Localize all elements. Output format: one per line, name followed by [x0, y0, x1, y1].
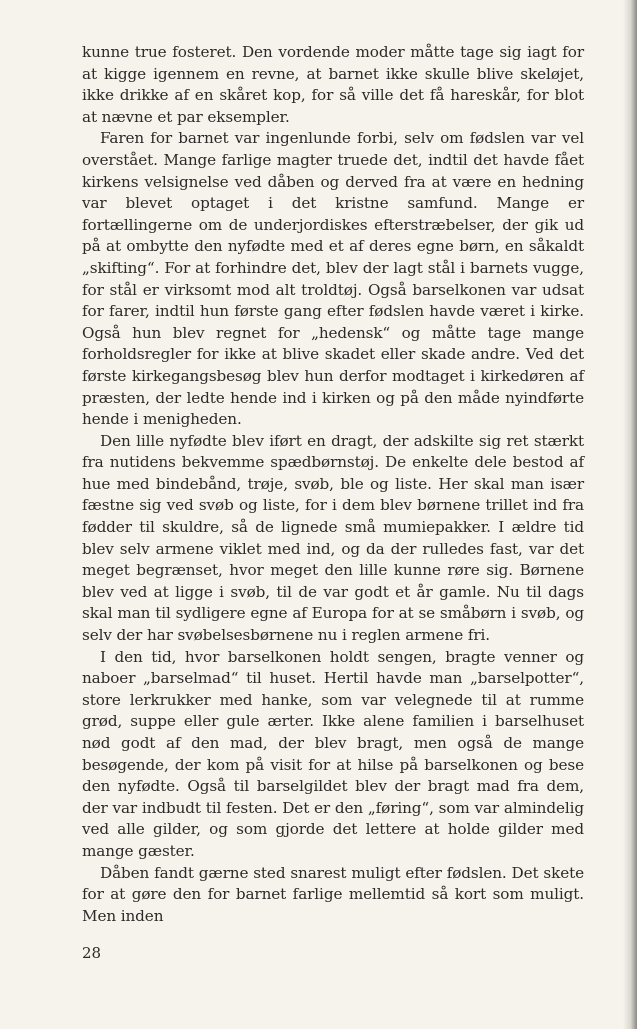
- body-text: [82, 42, 584, 927]
- page-number: 28: [82, 944, 102, 962]
- paragraph-2: Faren for barnet var ingenlunde forbi, selv om fødslen var vel overstået. Mange farlige magter truede det, indtil det havde fået kirkens velsignelse ved dåben og derved fra at være en hedning var blevet optaget i det kristne samfund. Mange er fortællingerne om de underjordiskes efterstræbelser, der gik ud på at ombytte den nyfødte med et af deres egne børn, en såkaldt „skifting“. For at forhindre det, blev der lagt stål i barnets vugge, for stål er virksomt mod alt troldtøj. Også barselkonen var udsat for farer, indtil hun første gang efter fødslen havde været i kirke. Også hun blev regnet for „hedensk“ og måtte tage mange forholdsregler for ikke at blive skadet eller skade andre. Ved det første kirkegangsbesøg blev hun derfor modtaget i kirkedøren af præsten, der ledte hende ind i kirken og på den måde nyindførte hende i menigheden.: [82, 129, 584, 429]
- paragraph-1: kunne true fosteret. Den vordende moder måtte tage sig iagt for at kigge igennem en revne, at barnet ikke skulle blive skeløjet, ikke drikke af en skåret kop, for så ville det få hareskår, for blot at nævne et par eksempler.: [82, 43, 584, 126]
- paragraph-5: Dåben fandt gærne sted snarest muligt efter fødslen. Det skete for at gøre den for barnet farlige mellemtid så kort som muligt. Men inden: [82, 863, 584, 925]
- page-edge-shadow: [623, 0, 637, 1029]
- paragraph-4: I den tid, hvor barselkonen holdt sengen, bragte venner og naboer „barselmad“ til huset. Hertil havde man „barselpotter“, store lerkrukker med hanke, som var velegnede til at rumme grød, suppe eller gule ærter. Ikke alene familien i barselhuset nød godt af den mad, der blev bragt, men også de mange besøgende, der kom på visit for at hilse på barselkonen og bese den nyfødte. Også til barselgildet blev der bragt mad fra dem, der var indbudt til festen. Det er den „føring“, som var almindelig ved alle gilder, og som gjorde det lettere at holde gilder med mange gæster.: [82, 647, 584, 860]
- paragraph-3: Den lille nyfødte blev iført en dragt, der adskilte sig ret stærkt fra nutidens bekvemme spædbørnstøj. De enkelte dele bestod af hue med bindebånd, trøje, svøb, ble og liste. Her skal man især fæstne sig ved svøb og liste, for i dem blev børnene trillet ind fra fødder til skuldre, så de lignede små mumiepakker. I ældre tid blev selv armene viklet med ind, og da der rulledes fast, var det meget begrænset, hvor meget den lille kunne røre sig. Børnene blev ved at ligge i svøb, til de var godt et år gamle. Nu til dags skal man til sydligere egne af Europa for at se småbørn i svøb, og selv der har svøbelsesbørnene nu i reglen armene fri.: [82, 431, 584, 645]
